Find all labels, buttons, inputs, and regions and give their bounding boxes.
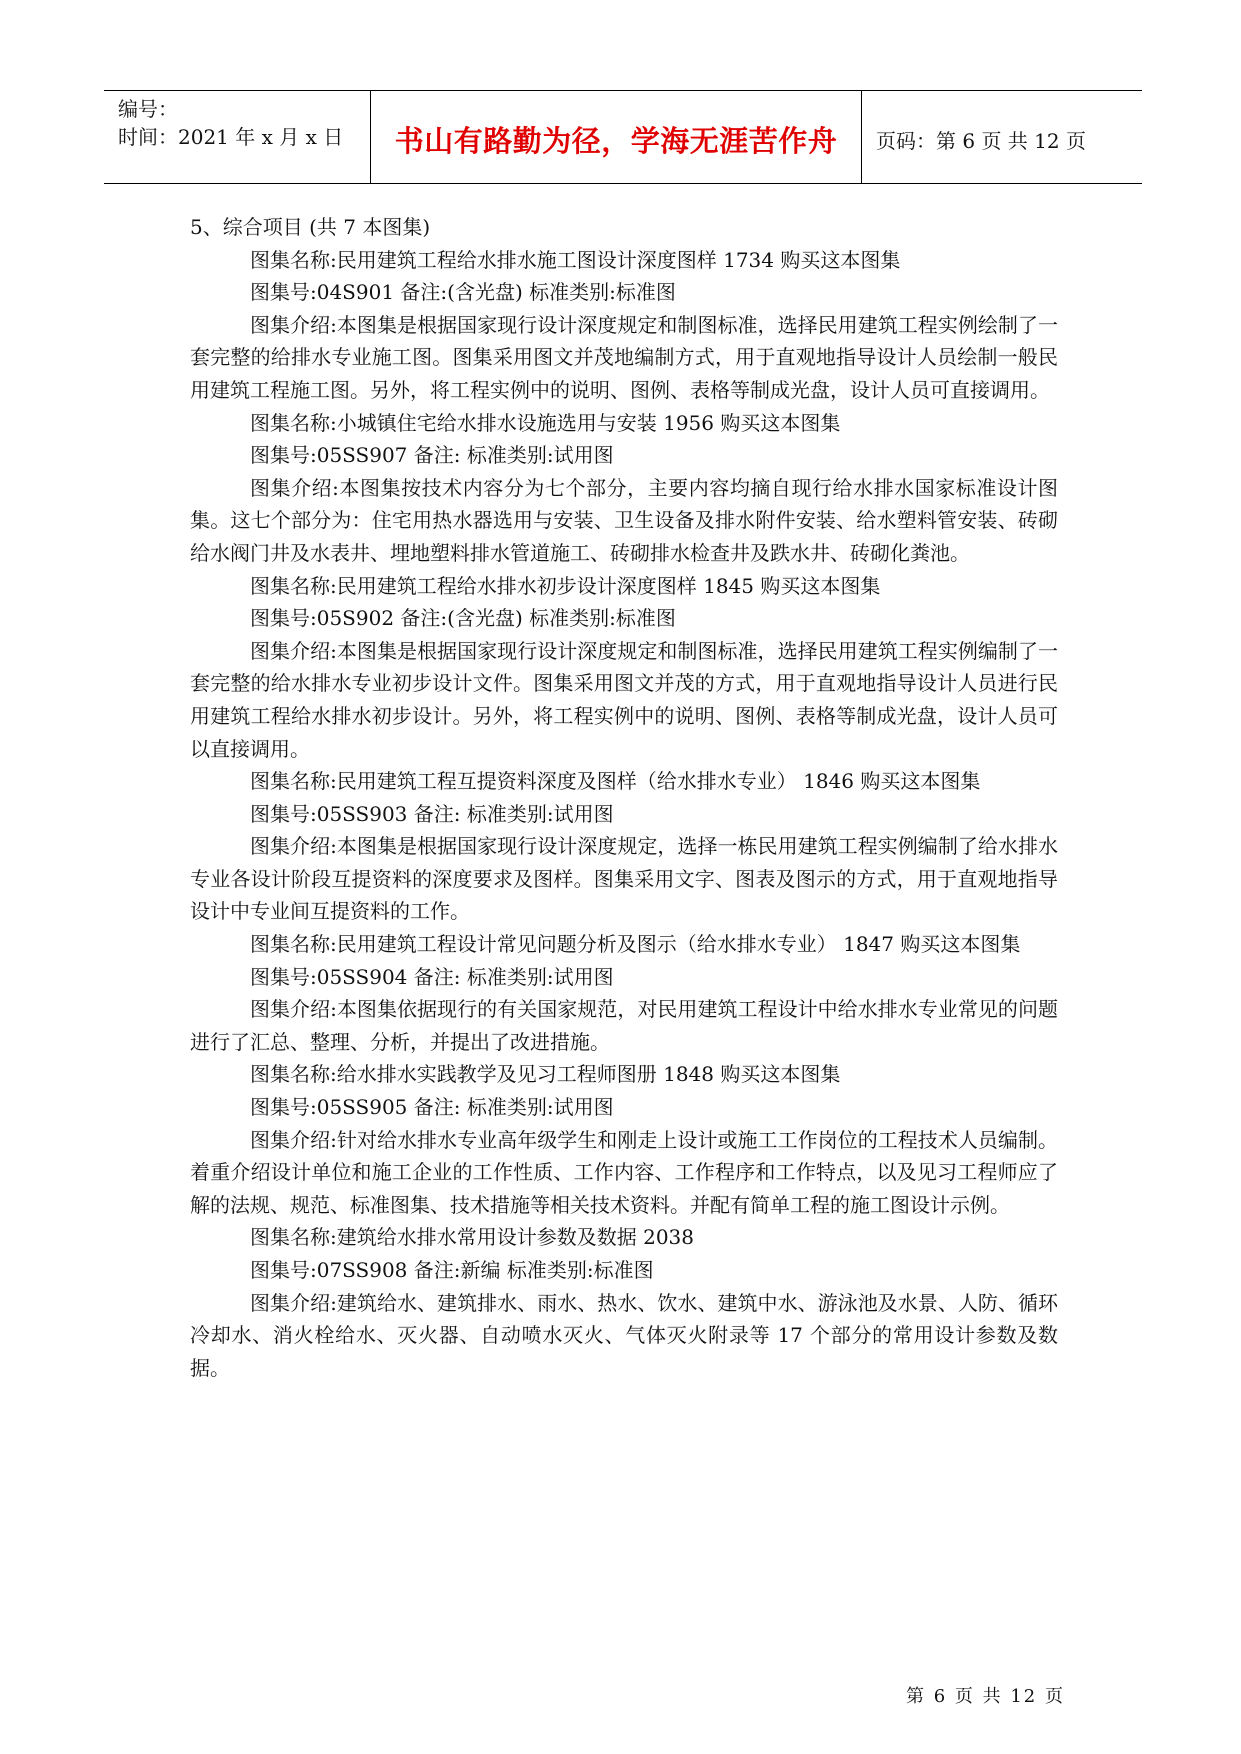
atlas-meta: 图集号:07SS908 备注:新编 标准类别:标准图 — [250, 1258, 654, 1282]
atlas-meta: 图集号:05SS904 备注: 标准类别:试用图 — [250, 964, 614, 989]
atlas-intro: 图集介绍:本图集是根据国家现行设计深度规定，选择一栋民用建筑工程实例编制了给水排水专业各设计阶段互提资料的深度要求及图样。图集采用文字、图表及图示的方式，用于直观地指导设计中专业间互提资料的工作。 — [190, 834, 1058, 924]
atlas-meta: 图集号:05SS907 备注: 标准类别:试用图 — [250, 443, 614, 468]
section-title: 5、综合项目 (共 7 本图集) — [190, 215, 431, 239]
atlas-name: 图集名称:民用建筑工程给水排水初步设计深度图样 1845 购买这本图集 — [250, 573, 881, 598]
page-header — [104, 90, 1142, 184]
atlas-meta: 图集号:05S902 备注:(含光盘) 标准类别:标准图 — [250, 606, 676, 631]
atlas-entry — [190, 244, 1058, 407]
atlas-meta: 图集号:04S901 备注:(含光盘) 标准类别:标准图 — [250, 280, 676, 305]
atlas-entry — [190, 765, 1058, 928]
atlas-intro: 图集介绍:本图集按技术内容分为七个部分，主要内容均摘自现行给水排水国家标准设计图集。这七个部分为：住宅用热水器选用与安装、卫生设备及排水附件安装、给水塑料管安装、砖砌给水阀门井及水表井、埋地塑料排水管道施工、砖砌排水检查井及跌水井、砖砌化粪池。 — [190, 475, 1058, 565]
atlas-entry — [190, 1058, 1058, 1221]
header-right-cell — [862, 91, 1142, 183]
atlas-intro: 图集介绍:本图集是根据国家现行设计深度规定和制图标准，选择民用建筑工程实例绘制了一套完整的给排水专业施工图。图集采用图文并茂地编制方式，用于直观地指导设计人员绘制一般民用建筑工程施工图。另外，将工程实例中的说明、图例、表格等制成光盘，设计人员可直接调用。 — [190, 312, 1058, 402]
header-left-cell — [104, 91, 371, 183]
header-motto: 书山有路勤为径，学海无涯苦作舟 — [394, 124, 838, 158]
atlas-intro: 图集介绍:建筑给水、建筑排水、雨水、热水、饮水、建筑中水、游泳池及水景、人防、循环冷却水、消火栓给水、灭火器、自动喷水灭火、气体灭火附录等 17 个部分的常用设计参数及数据。 — [190, 1290, 1058, 1380]
atlas-entry — [190, 407, 1058, 570]
atlas-entry — [190, 1221, 1058, 1384]
header-page-number: 页码：第 6 页 共 12 页 — [876, 129, 1086, 153]
atlas-name: 图集名称:民用建筑工程给水排水施工图设计深度图样 1734 购买这本图集 — [250, 247, 901, 272]
atlas-meta: 图集号:05SS903 备注: 标准类别:试用图 — [250, 801, 614, 826]
document-body — [190, 211, 1058, 1384]
atlas-intro: 图集介绍:针对给水排水专业高年级学生和刚走上设计或施工工作岗位的工程技术人员编制。着重介绍设计单位和施工企业的工作性质、工作内容、工作程序和工作特点，以及见习工程师应了解的法规、规范、标准图集、技术措施等相关技术资料。并配有简单工程的施工图设计示例。 — [190, 1127, 1058, 1217]
atlas-name: 图集名称:建筑给水排水常用设计参数及数据 2038 — [250, 1225, 694, 1250]
atlas-name: 图集名称:民用建筑工程设计常见问题分析及图示（给水排水专业） 1847 购买这本图集 — [250, 932, 1021, 957]
document-time-label: 时间：2021 年 x 月 x 日 — [118, 125, 344, 149]
atlas-name: 图集名称:给水排水实践教学及见习工程师图册 1848 购买这本图集 — [250, 1062, 841, 1087]
atlas-name: 图集名称:民用建筑工程互提资料深度及图样（给水排水专业） 1846 购买这本图集 — [250, 769, 981, 794]
atlas-entry — [190, 570, 1058, 766]
atlas-meta: 图集号:05SS905 备注: 标准类别:试用图 — [250, 1095, 614, 1120]
header-middle-cell — [371, 91, 862, 183]
page-footer: 第 6 页 共 12 页 — [906, 1686, 1065, 1707]
atlas-intro: 图集介绍:本图集依据现行的有关国家规范，对民用建筑工程设计中给水排水专业常见的问题进行了汇总、整理、分析，并提出了改进措施。 — [190, 997, 1058, 1054]
atlas-entry — [190, 928, 1058, 1058]
atlas-name: 图集名称:小城镇住宅给水排水设施选用与安装 1956 购买这本图集 — [250, 410, 841, 435]
document-number-label: 编号： — [118, 97, 178, 121]
atlas-intro: 图集介绍:本图集是根据国家现行设计深度规定和制图标准，选择民用建筑工程实例编制了一套完整的给水排水专业初步设计文件。图集采用图文并茂的方式，用于直观地指导设计人员进行民用建筑工程给水排水初步设计。另外，将工程实例中的说明、图例、表格等制成光盘，设计人员可以直接调用。 — [190, 638, 1058, 761]
